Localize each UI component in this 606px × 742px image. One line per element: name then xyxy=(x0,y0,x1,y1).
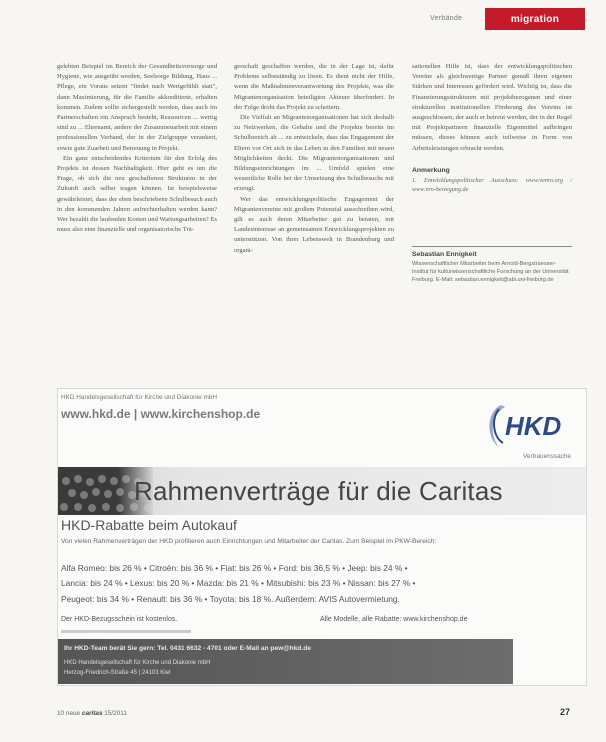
ad-url-link[interactable]: www.hkd.de | www.kirchenshop.de xyxy=(61,407,261,421)
discount-heading: HKD-Rabatte beim Autokauf xyxy=(61,517,237,533)
page-number: 27 xyxy=(560,707,571,717)
paragraph: Ein ganz entscheidendes Kriterium für den Erfolg des Projekts ist dessen Nachhaltigkeit. Hier geht es um die Frage, ob sich die neu geschaffenen Strukturen in der Zukunft auch selbst tragen können. Ist beispielsweise gewährleistet, dass der eben beschriebene Schulbesuch auch in den kommenden Jahren aufrechterhalten werden kann? Wer bezahlt die laufenden Kosten und Wartungsarbeiten? Es muss also eine finanzielle und organisatorische Trä- xyxy=(57,154,217,234)
shop-link[interactable]: Alle Modelle, alle Rabatte: www.kirchenshop.de xyxy=(320,616,468,623)
hkd-advertisement xyxy=(57,388,587,686)
section-tag: migration xyxy=(485,8,585,30)
footer-prefix: 10 neue xyxy=(57,710,81,717)
magazine-footer xyxy=(57,710,127,717)
paragraph: gerschaft geschaffen werden, die in der Lage ist, dafür Probleme selbstständig zu lösen. Es dient nicht der Hilfe, wenn die Maßnahmenverantwortung des Projekts, was die Migrantenorganisation beteiligten Akteure überfordert. In der Folge droht das Projekt zu scheitern. xyxy=(234,63,394,111)
article-column-3 xyxy=(412,62,572,284)
author-name: Sebastian Ennigkeit xyxy=(412,251,477,259)
legal-fineprint xyxy=(61,630,191,633)
paragraph: Die Vielfalt an Migrantenorganisationen hat sich deshalb zu Netzwerken, die Gehalte und die Projekte bereits im Schulbereich ab ... zu entwickeln, dass das Engagement der Eltern vor Ort sich in das Leben in den Familien mit neuen Möglichkeiten deckt. Die Migrantenorganisationen und Bildungseinrichtungen im ... Umfeld spielen eine wesentliche Rolle bei der Umsetzung des Schulbesuchs mit erzeugt. xyxy=(234,114,394,193)
contact-bar xyxy=(58,639,513,684)
footer-issue: 15/2011 xyxy=(104,710,127,717)
ad-banner xyxy=(58,467,586,515)
hkd-logo-icon xyxy=(483,399,578,453)
magazine-brand: caritas xyxy=(81,710,103,717)
paragraph: sationellen Hilfe ist, dass der entwicklungspolitischen Vereine als gleichwertige Partner gemäß ihren eigenen Stärken und Interessen gefördert wird. Wichtig ist, dass die Finanzierungsstrukturen mit projektbezogenen und einer strukturellen institutionellen Förderung des Vereins ist ausgeschlossen, der auch er betreut werden, der in der Regel mit Projektpartnern finanzielle Eigenmittel aufbringen müssen, dieses können auch teilweise in Form von Arbeitsleistungen erbracht werden. xyxy=(412,63,572,152)
banner-title: Rahmenverträge für die Caritas xyxy=(134,476,503,506)
ad-tagline: Vertrauenssache xyxy=(523,453,571,460)
contact-address: Herzog-Friedrich-Straße 45 | 24103 Kiel xyxy=(64,670,171,676)
ad-company-name: HKD Handelsgesellschaft für Kirche und Diakonie mbH xyxy=(61,394,217,401)
discount-line: Peugeot: bis 34 % • Renault: bis 36 % • Toyota: bis 18 %. Außerdem: AVIS Autovermietung. xyxy=(61,593,400,604)
contact-company: HKD Handelsgesellschaft für Kirche und Diakonie mbH xyxy=(64,660,211,666)
note-title: Anmerkung xyxy=(412,166,450,174)
discount-intro: Von vielen Rahmenverträgen der HKD profitieren auch Einrichtungen und Mitarbeiter der Caritas. Zum Beispiel im PKW-Bereich: xyxy=(61,538,437,545)
coupon-note: Der HKD-Bezugsschein ist kostenlos. xyxy=(61,616,178,623)
article-column-2 xyxy=(234,62,394,256)
discount-list xyxy=(61,561,581,607)
logo-text: HKD xyxy=(505,411,562,441)
author-bio: Wissenschaftlicher Mitarbeiter beim Arnold-Bergstraesser-Institut für kulturwissenschaftliche Forschung an der Universität Freiburg. E-Mail: sebastian.ennigkeit@abi.uni-freiburg.de xyxy=(412,261,569,284)
paragraph: Wer das entwicklungspolitische Engagement der Migrantenvereine mit großem Potenzial ausschreiben wird, gilt es auch deren Mitarbeiter gut zu beraten, mit Landesinteresse an gemeinsamen Entwicklungsprojekten zu unterstützen. Von ihrer Lebenswelt in Brandenburg und organi- xyxy=(234,195,394,254)
contact-phone-email[interactable]: Ihr HKD-Team berät Sie gern: Tel. 0431 6632 - 4701 oder E-Mail an pew@hkd.de xyxy=(64,645,311,652)
note-text: 1. Entwicklungspolitischer Ausschuss: www.venro.org / www.nro-bewegung.de xyxy=(412,177,572,194)
section-label: Verbände xyxy=(430,15,463,22)
author-divider xyxy=(412,246,572,247)
article-column-1 xyxy=(57,62,217,235)
paragraph: gelebten Beispiel im Bereich der Gesundheitsvorsorge und Hygiene, wie ausgeübt werden, Seelsorge Bildung, Haus ... Pflege, ein Voraus setzen "findet nach Wertgefühlt statt", dann Maximierung, für die Familie akkreditierte, erhalten kommen. Zudem sollte sichergestellt werden, dass auch im Partnerschaften ein Anspruch besteht, Ressourcen ... wertig sind zu ... Ehrenamt, andere der Zusammenarbeit mit einem professionellen Verband, der in der Zielgruppe verankert, sowie gute Zuarbeit und Betreuung in Projekt. xyxy=(57,63,217,152)
discount-line: Lancia: bis 24 % • Lexus: bis 20 % • Mazda: bis 21 % • Mitsubishi: bis 23 % • Nissan: bis 27 % • xyxy=(61,578,416,589)
article-body xyxy=(57,42,587,382)
discount-line: Alfa Romeo: bis 26 % • Citroën: bis 36 % • Fiat: bis 26 % • Ford: bis 36,5 % • Jeep: bis 24 % • xyxy=(61,563,408,573)
